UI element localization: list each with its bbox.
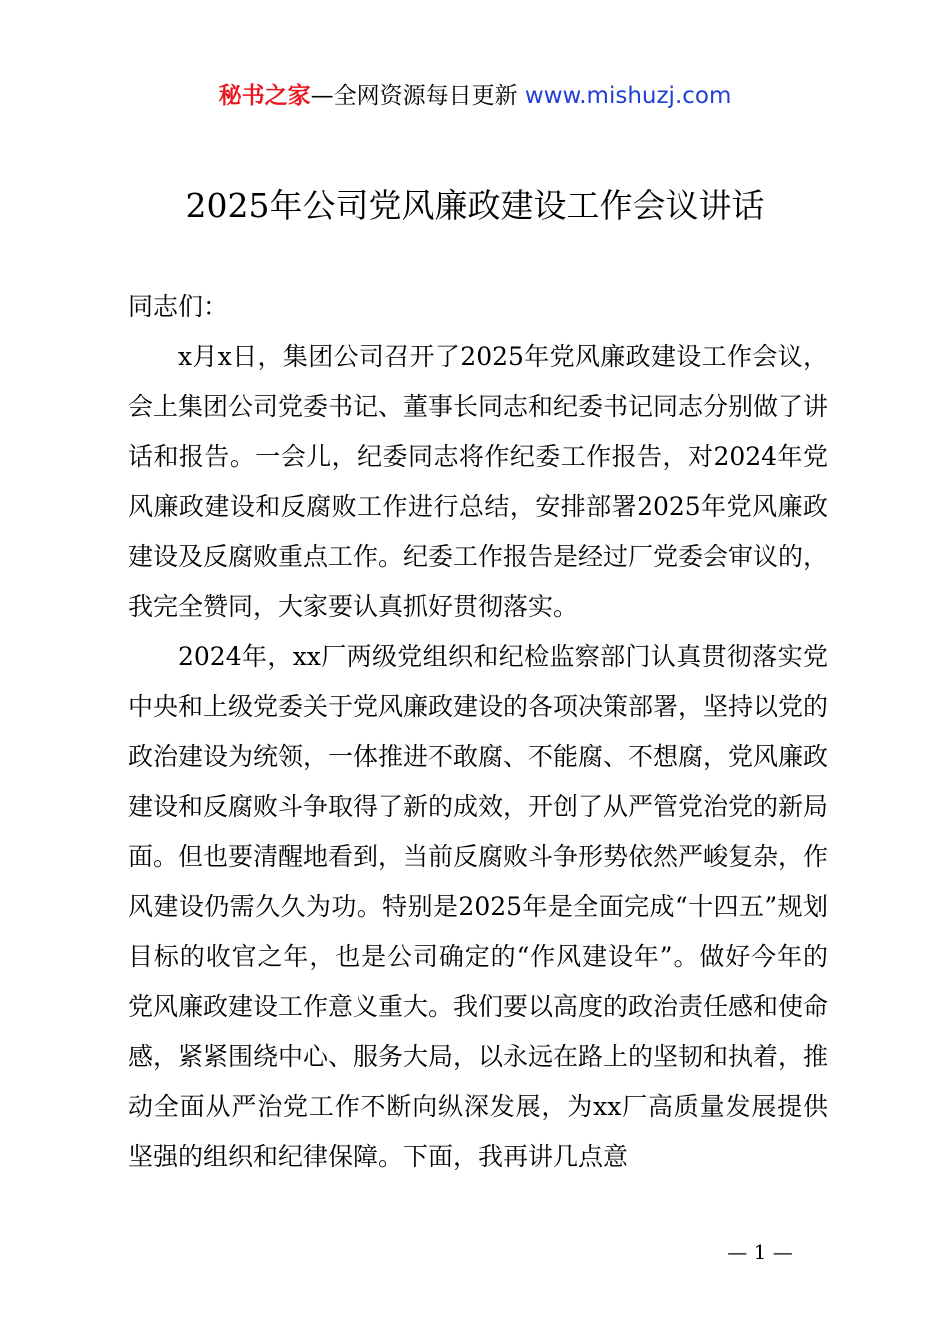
banner-tagline: —全网资源每日更新 <box>310 83 525 109</box>
body-paragraph-2: 2024年，xx厂两级党组织和纪检监察部门认真贯彻落实党中央和上级党委关于党风廉政建设的各项决策部署，坚持以党的政治建设为统领，一体推进不敢腐、不能腐、不想腐，党风廉政建设和反腐败斗争取得了新的成效，开创了从严管党治党的新局面。但也要清醒地看到，当前反腐败斗争形势依然严峻复杂，作风建设仍需久久为功。特别是2025年是全面完成“十四五”规划目标的收官之年，也是公司确定的“作风建设年”。做好今年的党风廉政建设工作意义重大。我们要以高度的政治责任感和使命感，紧紧围绕中心、服务大局，以永远在路上的坚韧和执着，推动全面从严治党工作不断向纵深发展，为xx厂高质量发展提供坚强的组织和纪律保障。下面，我再讲几点意 <box>128 642 829 1171</box>
document-body <box>128 282 828 1182</box>
site-url[interactable]: www.mishuzj.com <box>524 83 732 109</box>
document-title: 2025年公司党风廉政建设工作会议讲话 <box>185 186 765 225</box>
brand-name: 秘书之家 <box>218 83 311 109</box>
site-banner <box>0 78 950 114</box>
salutation: 同志们： <box>128 292 229 321</box>
body-paragraph-1: x月x日，集团公司召开了2025年党风廉政建设工作会议，会上集团公司党委书记、董事长同志和纪委书记同志分别做了讲话和报告。一会儿，纪委同志将作纪委工作报告，对2024年党风廉政建设和反腐败工作进行总结，安排部署2025年党风廉政建设及反腐败重点工作。纪委工作报告是经过厂党委会审议的，我完全赞同，大家要认真抓好贯彻落实。 <box>128 342 829 621</box>
page-number: — 1 — <box>727 1240 793 1264</box>
